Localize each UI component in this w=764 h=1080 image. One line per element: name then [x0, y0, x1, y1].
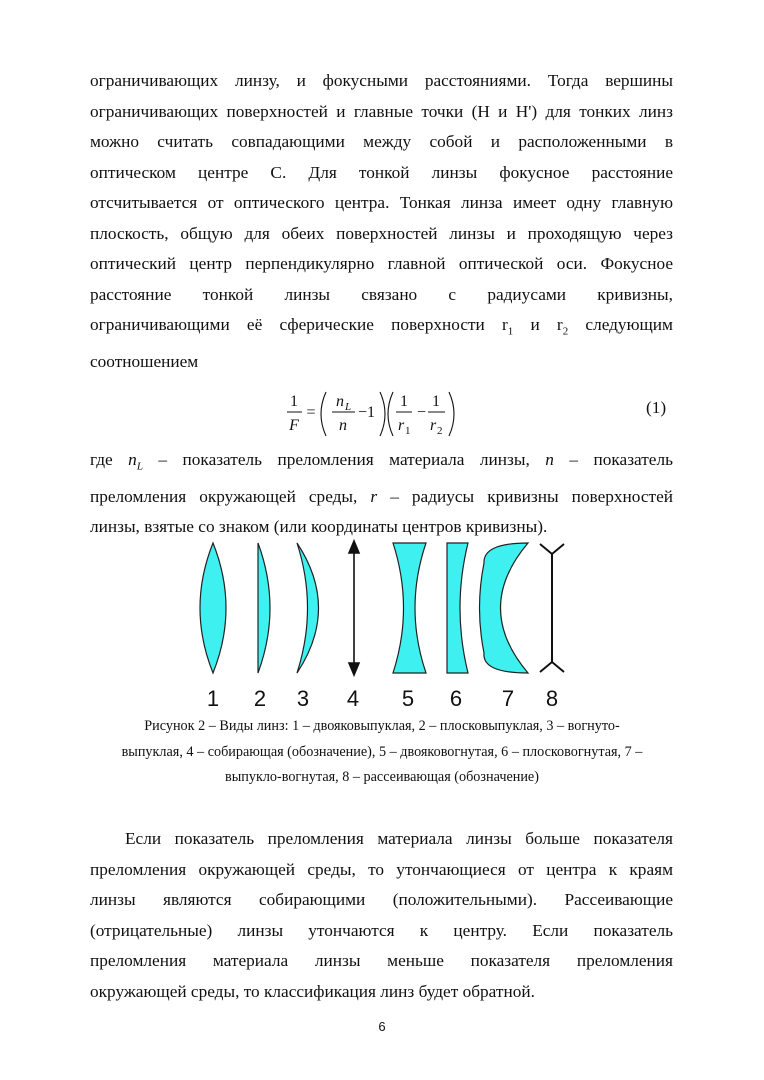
- text-fragment: где: [90, 450, 129, 469]
- text-line: ограничивающих поверхностей и главные точки (H и H') для тонких линз: [90, 101, 673, 121]
- lens-label-5: 5: [401, 686, 415, 711]
- figure-caption: [90, 714, 674, 791]
- converging-lens-symbol: [349, 541, 359, 675]
- text-line: линзы являются собирающими (положительными). Рассеивающие: [90, 890, 673, 909]
- lens-formula: [285, 386, 465, 442]
- text-line: линзы, взятые со знаком (или координаты центров кривизны).: [90, 517, 548, 537]
- paragraph-lens-classification: [90, 824, 673, 1007]
- lens-label-8: 8: [545, 686, 559, 711]
- formula-lhs-denominator: F: [289, 417, 299, 434]
- lens-biconvex: [200, 543, 226, 673]
- text-line: оптическом центре С. Для тонкой линзы фокусное расстояние: [90, 162, 673, 182]
- text-line: (отрицательные) линзы утончаются к центру. Если показатель: [90, 920, 673, 940]
- text-fragment: – радиусы кривизны поверхностей: [377, 486, 673, 506]
- lens-plano-convex: [258, 543, 270, 673]
- text-line: преломления материала линзы меньше показателя преломления: [90, 951, 673, 970]
- text-fragment: преломления окружающей среды,: [90, 486, 371, 506]
- paragraph-formula-explanation: [90, 445, 673, 543]
- text-fragment: – показатель преломления материала линзы,: [142, 450, 546, 469]
- text-line: [90, 310, 673, 347]
- formula-r1-sub: 1: [405, 425, 411, 437]
- formula-r1: r: [398, 417, 405, 434]
- page-number: 6: [378, 1019, 386, 1034]
- caption-line: выпукло-вогнутая, 8 – рассеивающая (обозначение): [225, 769, 539, 785]
- formula-one-b: 1: [432, 393, 440, 410]
- formula-nL-sub: L: [345, 401, 352, 413]
- subscript: 1: [507, 325, 514, 338]
- paragraph-intro: [90, 66, 673, 377]
- lens-biconcave: [393, 543, 426, 673]
- text-line: Если показатель преломления материала линзы больше показателя: [125, 829, 673, 848]
- text-fragment: и r: [513, 315, 563, 334]
- caption-line: выпуклая, 4 – собирающая (обозначение), 5 – двояковогнутая, 6 – плосковогнутая, 7 –: [121, 743, 643, 760]
- formula-r2: r: [430, 417, 437, 434]
- text-line: ограничивающих линзу, и фокусными расстояниями. Тогда вершины: [90, 71, 673, 90]
- lens-concave-convex: [297, 543, 319, 673]
- text-line: преломления окружающей среды, то утончающиеся от центра к краям: [90, 859, 673, 879]
- lens-label-7: 7: [501, 686, 515, 711]
- lens-label-1: 1: [206, 686, 220, 711]
- text-line: расстояние тонкой линзы связано с радиусами кривизны,: [90, 284, 673, 304]
- subscript: 2: [562, 325, 569, 338]
- text-fragment: – показатель: [553, 450, 673, 469]
- formula-nL: n: [336, 393, 344, 410]
- equation-number: (1): [646, 398, 667, 417]
- text-fragment: ограничивающими её сферические поверхности r: [90, 315, 508, 334]
- lens-plano-concave: [447, 543, 468, 673]
- svg-text:=: =: [306, 404, 316, 421]
- text-line: отсчитывается от оптического центра. Тонкая линза имеет одну главную: [90, 193, 673, 212]
- formula-minus-one: −1: [358, 404, 376, 421]
- formula-lhs-numerator: 1: [290, 393, 298, 410]
- symbol-n: n: [545, 450, 554, 469]
- subscript: L: [136, 460, 143, 473]
- formula-n: n: [339, 417, 347, 434]
- symbol-r: r: [370, 486, 378, 506]
- lens-label-6: 6: [449, 686, 463, 711]
- text-fragment: следующим: [568, 315, 673, 334]
- text-line: оптический центр перпендикулярно главной оптической оси. Фокусное: [90, 254, 673, 273]
- lens-types-figure: [190, 538, 580, 718]
- lens-label-3: 3: [296, 686, 310, 711]
- diverging-lens-symbol: [540, 544, 564, 672]
- lens-label-4: 4: [346, 686, 360, 711]
- caption-line: Рисунок 2 – Виды линз: 1 – двояковыпуклая, 2 – плосковыпуклая, 3 – вогнуто-: [144, 718, 620, 734]
- text-line: [90, 482, 673, 513]
- lens-label-2: 2: [253, 686, 267, 711]
- symbol-nL: n: [128, 450, 137, 469]
- svg-text:−: −: [417, 404, 427, 421]
- text-line: плоскость, общую для обеих поверхностей линзы и проходящую через: [90, 223, 673, 243]
- text-line: [90, 445, 673, 482]
- formula-one-a: 1: [400, 393, 408, 410]
- text-line: соотношением: [90, 351, 199, 371]
- lens-convex-concave: [480, 543, 529, 673]
- text-line: окружающей среды, то классификация линз будет обратной.: [90, 981, 535, 1001]
- formula-r2-sub: 2: [437, 425, 443, 437]
- text-line: можно считать совпадающими между собой и расположенными в: [90, 132, 673, 151]
